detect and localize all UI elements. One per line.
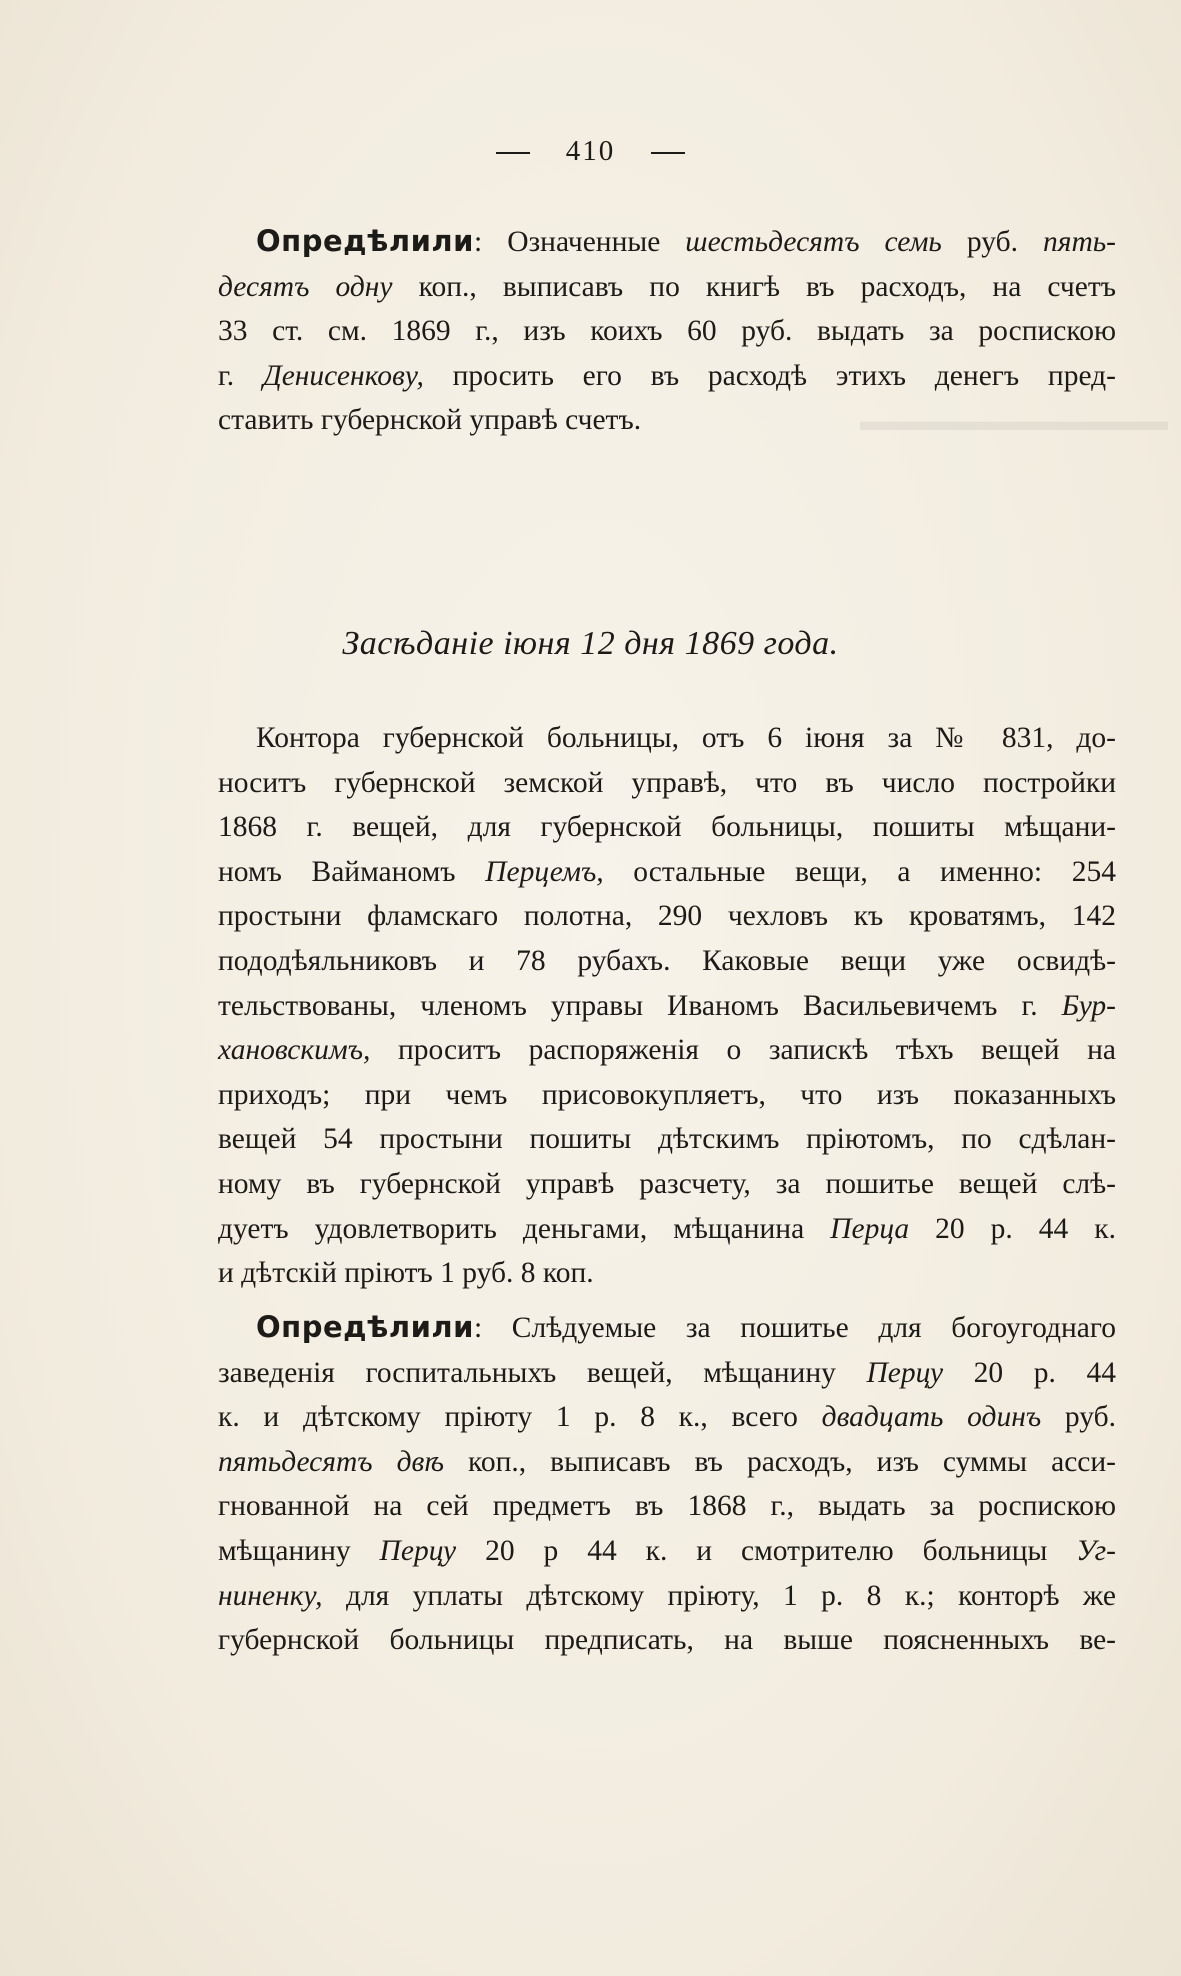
text-run: пододѣяльниковъ и 78 рубахъ. Каковые вещи уже освидѣ-	[218, 944, 1116, 977]
text-run: руб.	[941, 226, 1043, 258]
text-run: 20 р. 44 к.	[909, 1212, 1116, 1245]
italic-text: Бур-	[1061, 989, 1116, 1022]
italic-text: пятьдесятъ двѣ	[218, 1445, 445, 1478]
italic-text: Денисенкову,	[262, 359, 424, 392]
italic-text: Перца	[830, 1212, 910, 1245]
text-run: к. и дѣтскому пріюту 1 р. 8 к., всего	[218, 1401, 822, 1434]
p2-line-10	[218, 1117, 1116, 1162]
text-run: 20 р 44 к. и смотрителю больницы	[456, 1534, 1077, 1567]
page-number-text: 410	[565, 135, 616, 167]
text-run: губернской больницы предписать, на выше поясненныхъ ве-	[218, 1624, 1116, 1657]
text-run: номъ Вайманомъ	[218, 855, 486, 888]
p1-line-5	[218, 398, 1116, 443]
p2-line-1	[218, 716, 1116, 761]
p2-line-4	[218, 850, 1116, 895]
p3-line-7	[218, 1574, 1116, 1619]
p2-line-11	[218, 1162, 1116, 1207]
p2-line-8	[218, 1028, 1116, 1073]
text-run: заведенія госпитальныхъ вещей, мѣщанину	[218, 1356, 867, 1389]
text-run: 1868 г. вещей, для губернской больницы, пошиты мѣщани-	[218, 811, 1116, 844]
p3-line-8	[218, 1618, 1116, 1663]
text-run: : Означенные	[474, 226, 686, 258]
p1-line-3	[218, 309, 1116, 354]
text-run: для уплаты дѣтскому пріюту, 1 р. 8 к.; конторѣ же	[322, 1579, 1116, 1612]
text-run: коп., выписавъ въ расходъ, изъ суммы асси-	[444, 1445, 1116, 1478]
italic-text: ниненку,	[218, 1579, 323, 1612]
text-run: вещей 54 простыни пошиты дѣтскимъ пріютомъ, по сдѣлан-	[218, 1123, 1116, 1156]
paragraph-2	[218, 716, 1116, 1296]
text-run: ставить губернской управѣ счетъ.	[218, 404, 642, 437]
text-run: 33 ст. см. 1869 г., изъ коихъ 60 руб. выдать за роспискою	[218, 315, 1116, 348]
text-run: коп., выписавъ по книгѣ въ расходъ, на счетъ	[392, 270, 1117, 303]
text-run: и дѣтскій пріютъ 1 руб. 8 коп.	[218, 1257, 594, 1290]
text-run: Контора губернской больницы, отъ 6 іюня за № 831, до-	[256, 722, 1116, 754]
text-run: просить его въ расходѣ этихъ денегъ пред-	[423, 359, 1116, 392]
page-number	[0, 135, 1181, 168]
p2-line-2	[218, 761, 1116, 806]
p2-line-7	[218, 984, 1116, 1029]
p3-line-4	[218, 1440, 1116, 1485]
text-run: : Слѣдуемые за пошитье для богоугоднаго	[474, 1312, 1116, 1344]
italic-text: десятъ одну	[218, 270, 393, 303]
text-run: ному въ губернской управѣ разсчету, за пошитье вещей слѣ-	[218, 1167, 1116, 1200]
p3-line-3	[218, 1395, 1116, 1440]
italic-text: Перцу	[379, 1534, 457, 1567]
p2-line-12	[218, 1207, 1116, 1252]
p3-line-2	[218, 1351, 1116, 1396]
p3-line-6	[218, 1529, 1116, 1574]
italic-text: двадцать одинъ	[821, 1401, 1042, 1434]
text-run: носитъ губернской земской управѣ, что въ число постройки	[218, 766, 1116, 799]
p1-line-1	[218, 219, 1116, 265]
dash-left	[496, 152, 530, 154]
text-run: гнованной на сей предметъ въ 1868 г., выдать за роспискою	[218, 1490, 1116, 1523]
text-run: простыни фламскаго полотна, 290 чехловъ къ кроватямъ, 142	[218, 900, 1116, 933]
italic-text: Уг-	[1076, 1534, 1116, 1567]
dash-right	[651, 152, 685, 154]
paragraph-3	[218, 1305, 1116, 1663]
bleed-through: ▬▬▬▬▬▬▬▬▬▬▬	[860, 406, 1168, 437]
p3-line-1	[218, 1305, 1116, 1351]
text-run: остальные вещи, а именно: 254	[603, 855, 1116, 888]
italic-text: пять-	[1042, 226, 1116, 258]
text-run: дуетъ удовлетворить деньгами, мѣщанина	[218, 1212, 831, 1245]
resolution-label: Опредѣлили	[256, 1310, 474, 1344]
p1-line-2	[218, 265, 1116, 310]
paragraph-1	[218, 219, 1116, 443]
text-run: мѣщанину	[218, 1534, 380, 1567]
text-run: г.	[218, 359, 263, 392]
p2-line-13	[218, 1251, 1116, 1296]
resolution-label: Опредѣлили	[256, 224, 474, 258]
italic-text: Перцемъ,	[485, 855, 604, 888]
text-run: тельствованы, членомъ управы Иваномъ Васильевичемъ г.	[218, 989, 1062, 1022]
p2-line-3	[218, 805, 1116, 850]
text-run: руб.	[1041, 1401, 1116, 1434]
p3-line-5	[218, 1484, 1116, 1529]
session-heading: Засѣданіе іюня 12 дня 1869 года.	[342, 625, 839, 662]
p2-line-9	[218, 1073, 1116, 1118]
p2-line-6	[218, 939, 1116, 984]
text-run: 20 р. 44	[943, 1356, 1116, 1389]
p2-line-5	[218, 894, 1116, 939]
text-run: приходъ; при чемъ присовокупляетъ, что изъ показанныхъ	[218, 1078, 1116, 1111]
text-run: проситъ распоряженія о запискѣ тѣхъ вещей на	[370, 1034, 1116, 1067]
italic-text: шестьдесятъ семь	[685, 226, 942, 258]
italic-text: хановскимъ,	[218, 1034, 371, 1067]
p1-line-4	[218, 354, 1116, 399]
italic-text: Перцу	[866, 1356, 944, 1389]
